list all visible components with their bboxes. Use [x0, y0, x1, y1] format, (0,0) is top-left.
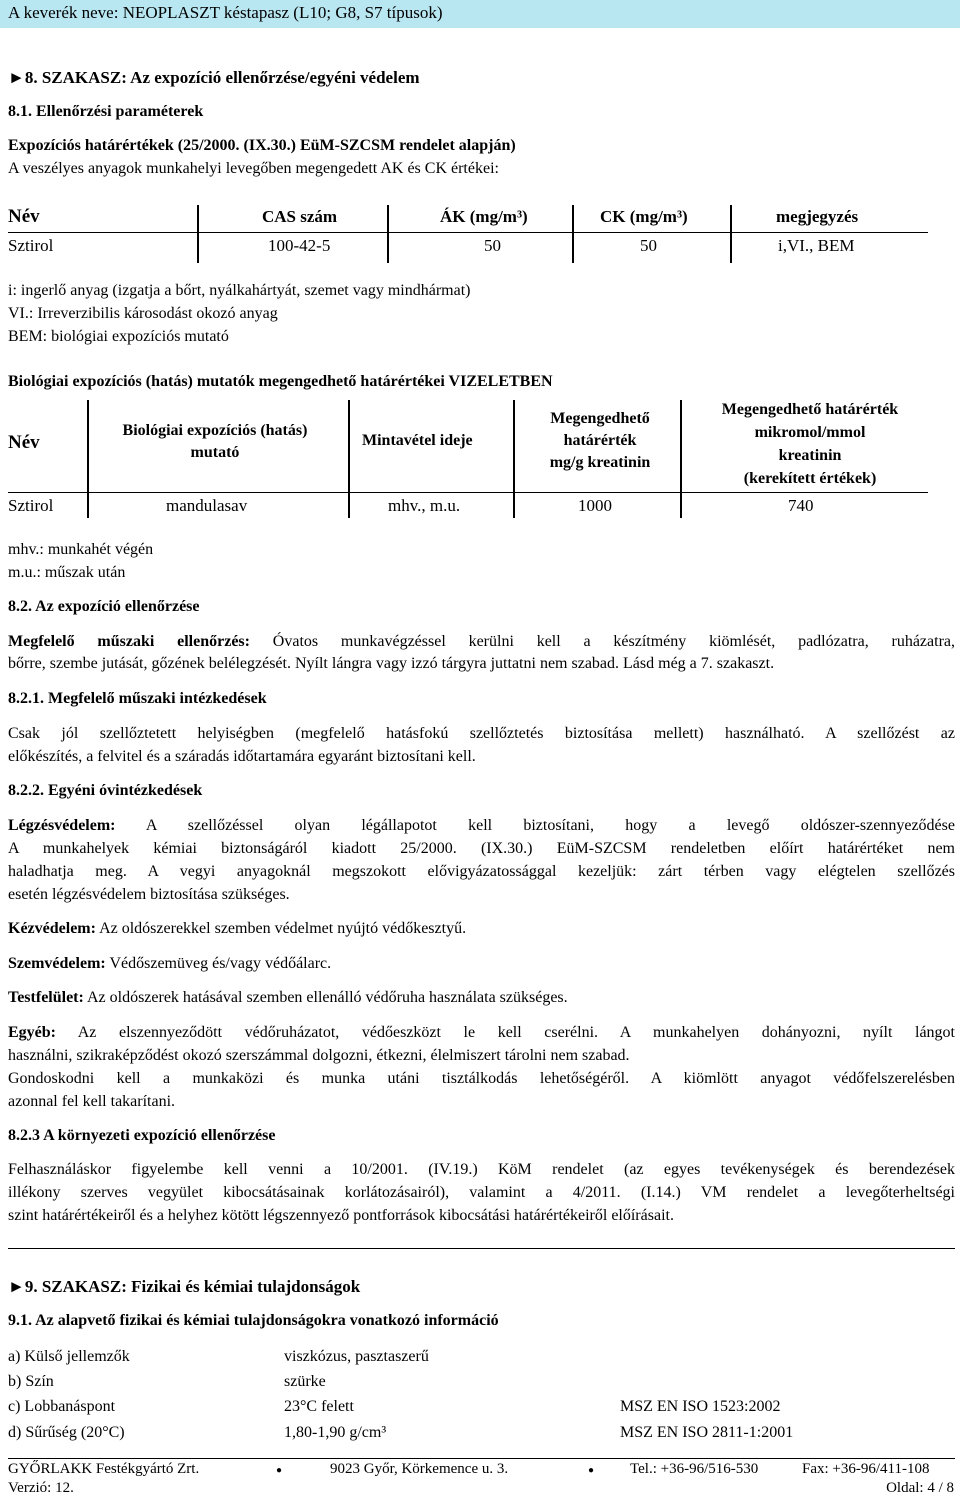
prop-label: a) Külső jellemzők	[8, 1348, 130, 1365]
table2-cell-time: mhv., m.u.	[388, 496, 461, 515]
table2-header-name: Név	[8, 432, 40, 453]
table1-header-rule	[8, 232, 928, 233]
note-bem: BEM: biológiai expozíciós mutató	[8, 328, 229, 345]
table2-divider	[87, 400, 89, 518]
prop-standard: MSZ EN ISO 1523:2002	[620, 1398, 781, 1415]
limits-intro: A veszélyes anyagok munkahelyi levegőben megengedett AK és CK értékei:	[8, 160, 499, 177]
table2-divider	[513, 400, 515, 518]
prop-label: d) Sűrűség (20°C)	[8, 1424, 125, 1441]
subsection-8-2-2: 8.2.2. Egyéni óvintézkedések	[8, 782, 203, 799]
respiratory-line-4: esetén légzésvédelem biztosítása szükséges.	[8, 886, 290, 903]
prop-value: szürke	[284, 1373, 326, 1390]
table1-cell-ck: 50	[640, 236, 657, 255]
abbr-mhv: mhv.: munkahét végén	[8, 541, 154, 558]
p821-line-2: előkészítés, a felvitel és a száradás időtartamára egyaránt biztosítani kell.	[8, 748, 476, 765]
other-line-3: Gondoskodni kell a munkaközi és munka utáni tisztálkodás lehetőségéről. A kiömlött anyagot védőfelszerelésben	[8, 1070, 955, 1087]
section-divider	[8, 1248, 955, 1249]
other-line-2: használni, szikraképződést okozó szerszámmal dolgozni, étkezni, élelmiszert tárolni nem szabad.	[8, 1047, 630, 1064]
eye-protection: Szemvédelem: Védőszemüveg és/vagy védőálarc.	[8, 955, 332, 972]
table1-divider	[730, 205, 732, 263]
respiratory-line-1: Légzésvédelem: A szellőzéssel olyan légállapotot kell biztosítani, hogy a levegő oldószer-szennyeződése	[8, 817, 955, 834]
footer-fax: Fax: +36-96/411-108	[802, 1461, 930, 1477]
subsection-9-1: 9.1. Az alapvető fizikai és kémiai tulajdonságokra vonatkozó információ	[8, 1312, 499, 1329]
table1-header-ak: ÁK (mg/m³)	[440, 207, 528, 226]
p821-line-1: Csak jól szellőztetett helyiségben (megfelelő hatásfokú szellőztetés biztosítása mellett) használható. A szellőzést az	[8, 725, 955, 742]
table1-divider	[572, 205, 574, 263]
note-i: i: ingerlő anyag (izgatja a bőrt, nyálkahártyát, szemet vagy mindhármat)	[8, 282, 471, 299]
table2-divider	[348, 400, 350, 518]
table2-cell-limit: 1000	[578, 496, 612, 515]
table2-header-time: Mintavétel ideje	[362, 432, 473, 449]
subsection-8-2-1: 8.2.1. Megfelelő műszaki intézkedések	[8, 690, 267, 707]
table1-cell-cas: 100-42-5	[268, 236, 331, 255]
table2-divider	[680, 400, 682, 518]
bio-limits-title: Biológiai expozíciós (hatás) mutatók megengedhető határértékei VIZELETBEN	[8, 373, 553, 390]
table2-header-marker: Biológiai expozíciós (hatás) mutató	[122, 422, 308, 461]
subsection-8-1: 8.1. Ellenőrzési paraméterek	[8, 103, 204, 120]
table1-cell-ak: 50	[484, 236, 501, 255]
table1-cell-note: i,VI., BEM	[778, 236, 855, 255]
footer-address: 9023 Győr, Körkemence u. 3.	[330, 1461, 509, 1477]
table1-header-cas: CAS szám	[262, 207, 338, 226]
hand-protection: Kézvédelem: Az oldószerekkel szemben védelmet nyújtó védőkesztyű.	[8, 920, 467, 937]
respiratory-line-2: A munkahelyek kémiai biztonságáról kiadott 25/2000. (IX.30.) EüM-SZCSM rendeletben előírt határértéket nem	[8, 840, 955, 857]
table2-cell-marker: mandulasav	[166, 496, 248, 515]
table1-cell-name: Sztirol	[8, 236, 54, 255]
table2-cell-name: Sztirol	[8, 496, 54, 515]
footer-page-number: Oldal: 4 / 8	[886, 1480, 954, 1496]
respiratory-line-3: haladhatja meg. A vegyi anyagoknál megszokott elővigyázatossággal kezeljük: zárt térben vagy elégtelen szellőzés	[8, 863, 955, 880]
prop-label: b) Szín	[8, 1373, 54, 1390]
prop-value: 1,80-1,90 g/cm³	[284, 1424, 387, 1441]
prop-label: c) Lobbanáspont	[8, 1398, 116, 1415]
table2-header-limit-mikromol: Megengedhető határérték mikromol/mmol kreatinin (kerekített értékek)	[721, 401, 899, 487]
footer-company: GYŐRLAKK Festékgyártó Zrt.	[8, 1461, 200, 1477]
table2-header-rule	[8, 492, 928, 493]
document-title: A keverék neve: NEOPLASZT késtapasz (L10; G8, S7 típusok)	[8, 3, 443, 22]
table1-header-name: Név	[8, 206, 40, 227]
abbr-mu: m.u.: műszak után	[8, 564, 126, 581]
other-line-4: azonnal fel kell takarítani.	[8, 1093, 176, 1110]
prop-value: 23°C felett	[284, 1398, 354, 1415]
table1-divider	[197, 205, 199, 263]
engineering-control-line-1: Megfelelő műszaki ellenőrzés: Óvatos munkavégzéssel kerülni kell a készítmény kiömlését, padlózatra, ruházatra,	[8, 633, 956, 650]
bullet-icon: ●	[276, 1465, 283, 1476]
env-line-3: szint határértékeiről és a helyhez kötött légszennyező pontforrások kibocsátási határértékeiről előírásait.	[8, 1207, 674, 1224]
table2-header-limit: Megengedhető határérték mg/g kreatinin	[549, 410, 651, 471]
table1-header-note: megjegyzés	[776, 207, 859, 226]
engineering-control-line-2: bőrre, szembe jutását, gőzének belélegzését. Nyílt lángra vagy izzó tárgyra juttatni nem szabad. Lásd még a 7. szakaszt.	[8, 655, 775, 672]
prop-value: viszkózus, pasztaszerű	[284, 1348, 429, 1365]
footer-version: Verzió: 12.	[8, 1480, 74, 1496]
table1-header-ck: CK (mg/m³)	[600, 207, 688, 226]
prop-standard: MSZ EN ISO 2811-1:2001	[620, 1424, 794, 1441]
subsection-8-2-3: 8.2.3 A környezeti expozíció ellenőrzése	[8, 1127, 276, 1144]
table2-cell-limit2: 740	[788, 496, 814, 515]
other-line-1: Egyéb: Az elszennyeződött védőruházatot, védőeszközt le kell cserélni. A munkahelyen dohányozni, nyílt lángot	[8, 1024, 955, 1041]
limits-title: Expozíciós határértékek (25/2000. (IX.30.) EüM-SZCSM rendelet alapján)	[8, 137, 516, 154]
note-vi: VI.: Irreverzibilis károsodást okozó anyag	[8, 305, 278, 322]
env-line-1: Felhasználáskor figyelembe kell venni a 10/2001. (IV.19.) KöM rendelet (az egyes tevékenységek és berendezések	[8, 1161, 955, 1178]
env-line-2: illékony szerves vegyület kibocsátásainak korlátozásairól), valamint a 4/2011. (I.14.) VM rendelet a levegőterheltségi	[8, 1184, 955, 1201]
table1-divider	[387, 205, 389, 263]
body-protection: Testfelület: Az oldószerek hatásával szemben ellenálló védőruha használata szükséges.	[8, 989, 568, 1006]
footer-rule	[8, 1458, 955, 1459]
subsection-8-2: 8.2. Az expozíció ellenőrzése	[8, 598, 200, 615]
section-8-heading: ►8. SZAKASZ: Az expozíció ellenőrzése/egyéni védelem	[8, 68, 420, 87]
section-9-heading: ►9. SZAKASZ: Fizikai és kémiai tulajdonságok	[8, 1277, 361, 1296]
footer-tel: Tel.: +36-96/516-530	[630, 1461, 759, 1477]
bullet-icon: ●	[588, 1465, 595, 1476]
